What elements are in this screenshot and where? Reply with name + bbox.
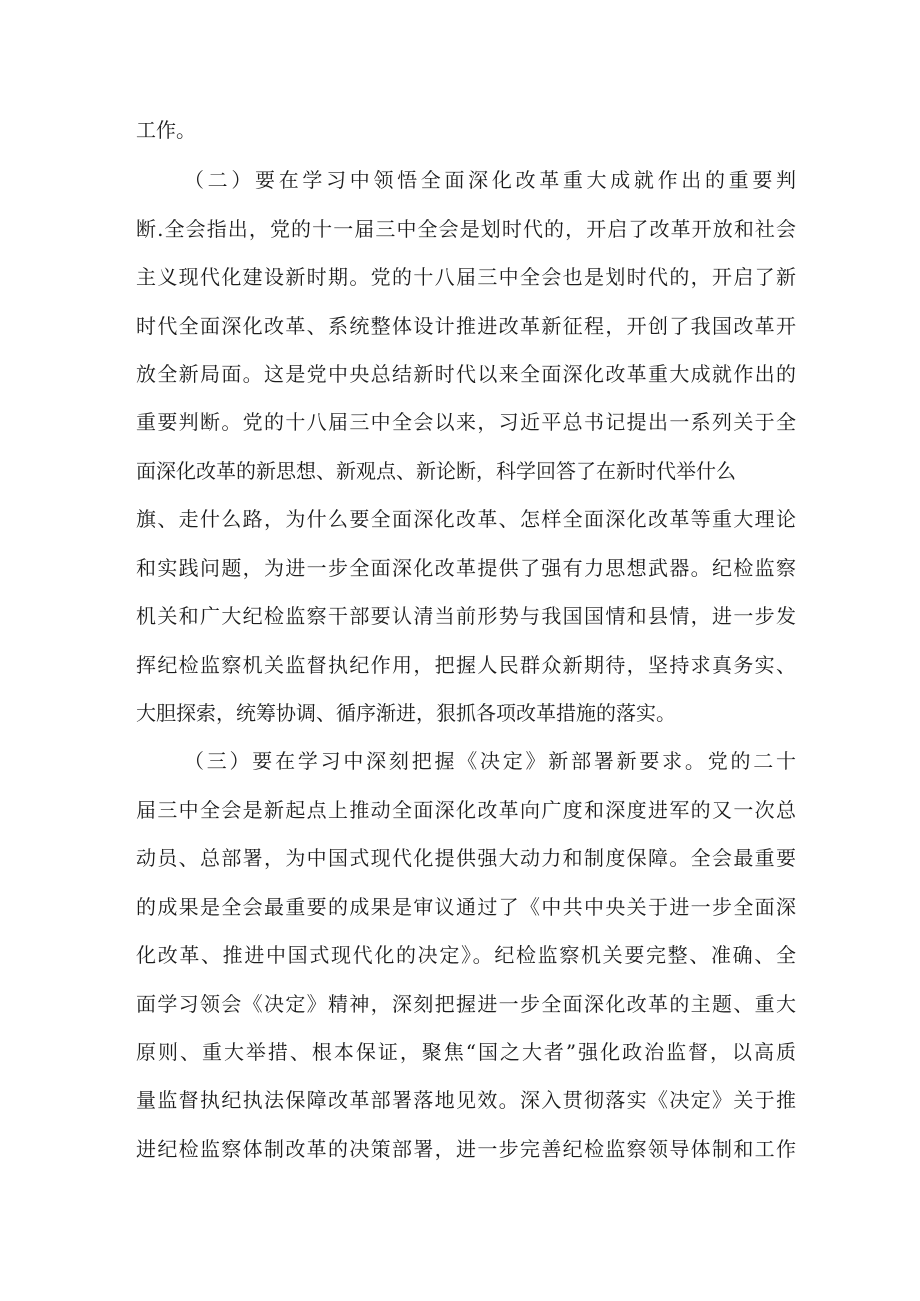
text-line: 化改革、推进中国式现代化的决定》。纪检监察机关要完整、准确、全 (136, 943, 796, 967)
text-line: 放全新局面。这是党中央总结新时代以来全面深化改革重大成就作出的 (136, 362, 796, 386)
text-line: 工作。 (136, 118, 196, 142)
text-line: 进纪检监察体制改革的决策部署，进一步完善纪检监察领导体制和工作 (136, 1137, 796, 1161)
text-line: 旗、走什么路，为什么要全面深化改革、怎样全面深化改革等重大理论 (136, 507, 796, 531)
paragraph-heading-2: （二）要在学习中领悟全面深化改革重大成就作出的重要判 (184, 168, 796, 192)
text-line: 机关和广大纪检监察干部要认清当前形势与我国国情和县情，进一步发 (136, 604, 796, 628)
text-line: 的成果是全会最重要的成果是审议通过了《中共中央关于进一步全面深 (136, 895, 796, 919)
text-line: 时代全面深化改革、系统整体设计推进改革新征程，开创了我国改革开 (136, 314, 796, 338)
text-line: 挥纪检监察机关监督执纪作用，把握人民群众新期待，坚持求真务实、 (136, 653, 796, 677)
paragraph-heading-3: （三）要在学习中深刻把握《决定》新部署新要求。党的二十 (184, 749, 796, 773)
text-line: 重要判断。党的十八届三中全会以来，习近平总书记提出一系列关于全 (136, 410, 796, 434)
text-line: 届三中全会是新起点上推动全面深化改革向广度和深度进军的又一次总 (136, 798, 796, 822)
text-line: 大胆探索，统筹协调、循序渐进，狠抓各项改革措施的落实。 (136, 701, 676, 725)
text-line: 量监督执纪执法保障改革部署落地见效。深入贯彻落实《决定》关于推 (136, 1088, 796, 1112)
text-line: 原则、重大举措、根本保证，聚焦“国之大者”强化政治监督，以高质 (136, 1040, 796, 1064)
text-line: 和实践问题，为进一步全面深化改革提供了强有力思想武器。纪检监察 (136, 556, 796, 580)
text-line: 面学习领会《决定》精神，深刻把握进一步全面深化改革的主题、重大 (136, 992, 796, 1016)
text-line: 动员、总部署，为中国式现代化提供强大动力和制度保障。全会最重要 (136, 846, 796, 870)
text-line: 主义现代化建设新时期。党的十八届三中全会也是划时代的，开启了新 (136, 265, 796, 289)
text-line: 面深化改革的新思想、新观点、新论断，科学回答了在新时代举什么 (136, 459, 736, 483)
text-line: 断.全会指出，党的十一届三中全会是划时代的，开启了改革开放和社会 (136, 217, 796, 241)
